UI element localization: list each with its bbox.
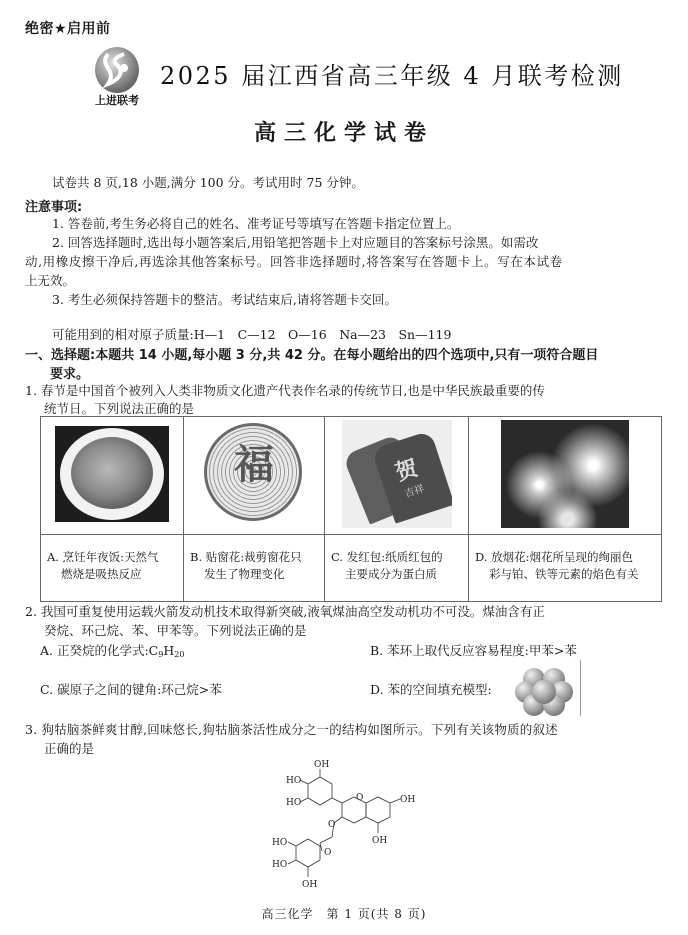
confidential-label: 绝密★启用前 <box>25 21 111 37</box>
svg-text:OH: OH <box>372 836 388 846</box>
option-d-image-cell <box>469 417 662 535</box>
divider <box>580 660 581 716</box>
option-b: B. 贴窗花:裁剪窗花只 发生了物理变化 <box>184 535 325 602</box>
shangjin-logo-icon <box>88 46 146 108</box>
question-2-stem-cont: 癸烷、环己烷、苯、甲苯等。下列说法正确的是 <box>44 623 307 638</box>
svg-text:上进联考: 上进联考 <box>95 94 139 107</box>
svg-text:O: O <box>324 848 332 858</box>
svg-text:O: O <box>356 793 364 803</box>
svg-text:OH: OH <box>400 795 416 805</box>
catechin-gallate-structure-diagram <box>260 755 440 895</box>
fu-papercut-image: 福 <box>202 421 306 527</box>
notice-item-1: 1. 答卷前,考生务必将自己的姓名、准考证号等填写在答题卡指定位置上。 <box>52 216 460 231</box>
option-d: D. 放烟花:烟花所呈现的绚丽色 彩与铂、铁等元素的焰色有关 <box>469 535 662 602</box>
notice-item-2-cont: 动,用橡皮擦干净后,再选涂其他答案标号。回答非选择题时,将答案写在答题卡上。写在本试卷 <box>25 254 563 269</box>
section-heading: 一、选择题:本题共 14 小题,每小题 3 分,共 42 分。在每小题给出的四个选项中,只有一项符合题目 <box>25 348 599 363</box>
option-c: C. 发红包:纸质红包的 主要成分为蛋白质 <box>325 535 469 602</box>
svg-text:OH: OH <box>302 880 318 890</box>
svg-text:HO: HO <box>286 776 302 786</box>
question-1-stem: 1. 春节是中国首个被列入人类非物质文化遗产代表作名录的传统节日,也是中华民族最重要的传 <box>25 383 545 398</box>
exam-intro: 试卷共 8 页,18 小题,满分 100 分。考试用时 75 分钟。 <box>52 175 364 190</box>
question-2-stem: 2. 我国可重复使用运载火箭发动机技术取得新突破,液氧煤油高空发动机功不可没。煤油含有正 <box>25 604 545 619</box>
question-2-option-c: C. 碳原子之间的键角:环己烷>苯 <box>40 682 222 697</box>
svg-text:HO: HO <box>272 860 288 870</box>
benzene-space-filling-model-icon <box>514 667 574 717</box>
notice-item-2-end: 上无效。 <box>25 273 76 288</box>
question-3-stem: 3. 狗牯脑茶鲜爽甘醇,回味悠长,狗牯脑茶活性成分之一的结构如图所示。下列有关该物质的叙述 <box>25 722 558 737</box>
exam-title: 2025 届江西省高三年级 4 月联考检测 <box>160 62 624 90</box>
svg-text:HO: HO <box>286 798 302 808</box>
new-year-dinner-image <box>55 426 169 522</box>
svg-text:O: O <box>328 820 336 830</box>
option-a: A. 烹饪年夜饭:天然气 燃烧是吸热反应 <box>41 535 184 602</box>
question-2-option-d: D. 苯的空间填充模型: <box>370 682 492 697</box>
fireworks-image <box>501 420 629 528</box>
question-1-options-table <box>40 416 662 602</box>
question-2-option-a: A. 正癸烷的化学式$:C_9H_{20}$ <box>40 643 185 659</box>
atomic-masses: 可能用到的相对原子质量:H—1 C—12 O—16 Na—23 Sn—119 <box>52 327 452 342</box>
red-envelope-image: 贺 吉祥 <box>342 420 452 528</box>
option-b-image-cell <box>184 417 325 535</box>
section-heading-cont: 要求。 <box>50 367 90 382</box>
page-footer: 高三化学 第 1 页(共 8 页) <box>261 907 427 921</box>
svg-text:OH: OH <box>314 760 330 770</box>
notice-item-2: 2. 回答选择题时,选出每小题答案后,用铅笔把答题卡上对应题目的答案标号涂黑。如需改 <box>52 235 539 250</box>
question-2-option-b: B. 苯环上取代反应容易程度:甲苯>苯 <box>370 643 577 658</box>
question-1-stem-cont: 统节日。下列说法正确的是 <box>44 401 195 416</box>
question-3-stem-cont: 正确的是 <box>44 741 95 756</box>
notice-heading: 注意事项: <box>25 200 83 215</box>
svg-text:HO: HO <box>272 838 288 848</box>
notice-item-3: 3. 考生必须保持答题卡的整洁。考试结束后,请将答题卡交回。 <box>52 292 397 307</box>
option-c-image-cell <box>325 417 469 535</box>
option-a-image-cell <box>41 417 184 535</box>
subject-title: 高三化学试卷 <box>253 121 434 146</box>
